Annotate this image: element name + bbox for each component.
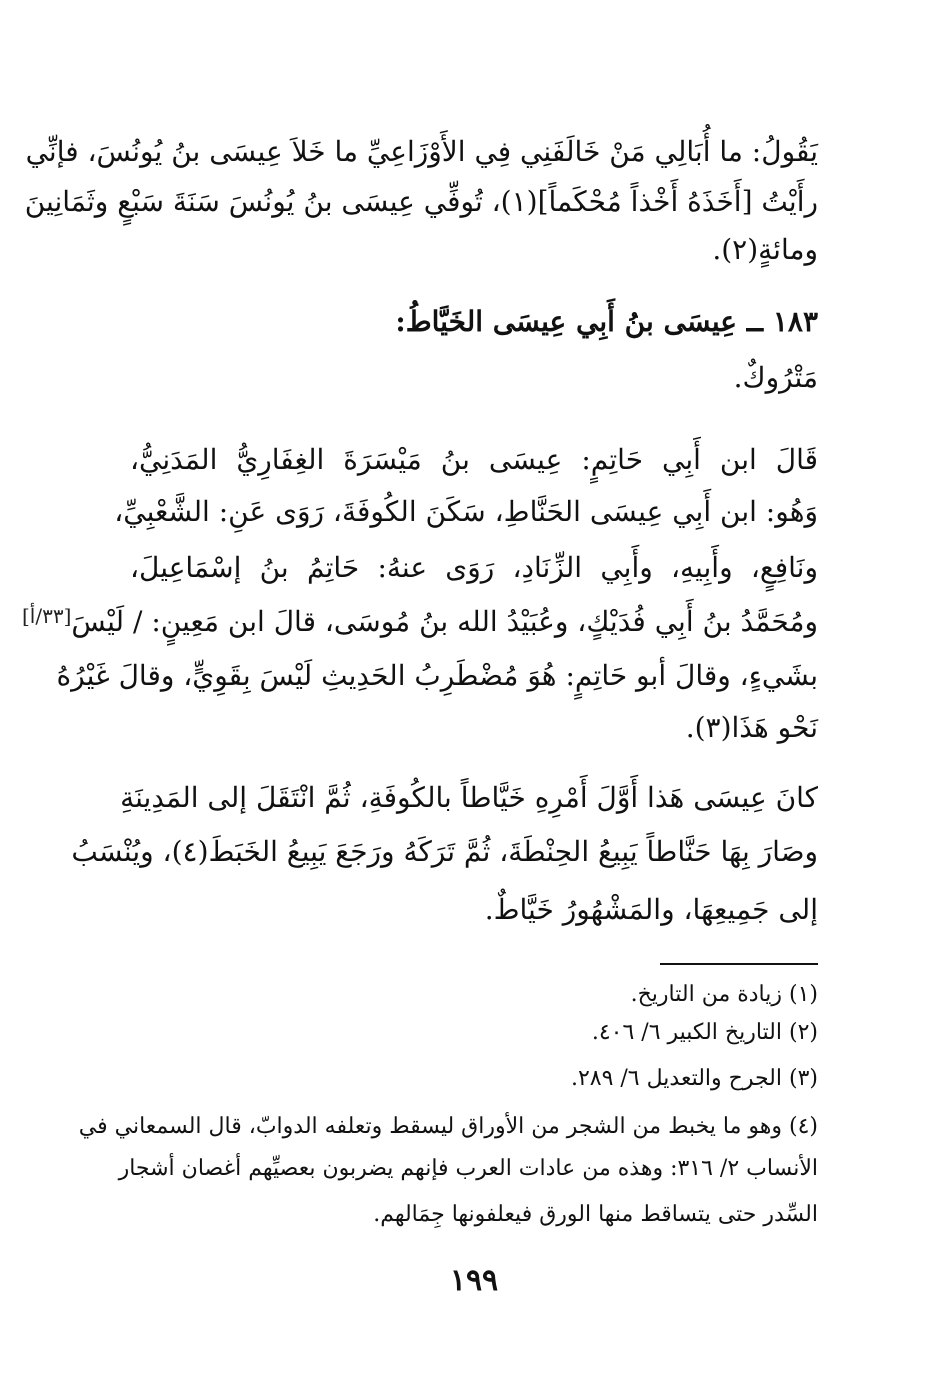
footnote-line: (٣) الجرح والتعديل ٦/ ٢٨٩. [570, 1066, 818, 1091]
footnote-line: (١) زيادة من التاريخ. [630, 982, 818, 1007]
footnote-line: (٢) التاريخ الكبير ٦/ ٤٠٦. [591, 1020, 818, 1045]
manuscript-folio-marker: [٣٣/أ] [22, 604, 72, 628]
body-line: كانَ عِيسَى هَذا أَوَّلَ أَمْرِهِ خَيَّاطاً بالكُوفَةِ، ثُمَّ انْتَقَلَ إلى المَدِينَةِ [120, 781, 818, 814]
footnote-line: السِّدر حتى يتساقط منها الورق فيعلفونها جِمَالهم. [373, 1202, 818, 1227]
body-line: يَقُولُ: ما أُبَالِي مَنْ خَالَفَنِي فِي الأَوْزَاعِيِّ ما خَلاَ عِيسَى بنُ يُونُسَ، فإنِّي [25, 135, 818, 168]
page-number: ١٩٩ [449, 1263, 499, 1298]
body-line: وَهُو: ابن أَبِي عِيسَى الحَنَّاطِ، سَكَنَ الكُوفَةَ، رَوَى عَنِ: الشَّعْبِيِّ، [114, 495, 818, 528]
footnote-line: الأنساب ٢/ ٣١٦: وهذه من عادات العرب فإنهم يضربون بعصيِّهم أغصان أشجار [118, 1156, 818, 1181]
body-line: ومُحَمَّدُ بنُ أَبِي فُدَيْكٍ، وعُبَيْدُ الله بنُ مُوسَى، قالَ ابن مَعِينٍ: / لَيْسَ [71, 605, 818, 638]
body-line: نَحْو هَذَا(٣). [685, 711, 818, 744]
body-line: بشَيءٍ، وقالَ أبو حَاتِمٍ: هُوَ مُضْطَرِبُ الحَدِيثِ لَيْسَ بِقَوِيٍّ، وقالَ غَيْرُهُ [56, 659, 818, 692]
footnote-separator [660, 963, 818, 965]
entry-verdict: مَتْرُوكٌ. [733, 361, 818, 394]
body-line: وصَارَ بِهَا حَنَّاطاً يَبِيعُ الحِنْطَةَ، ثُمَّ تَرَكَهُ ورَجَعَ يَبِيعُ الخَبَطَ(٤)، ويُنْسَبُ [71, 835, 818, 868]
footnote-line: (٤) وهو ما يخبط من الشجر من الأوراق ليسقط وتعلفه الدوابّ، قال السمعاني في [78, 1114, 818, 1139]
body-line: إلى جَمِيعِهَا، والمَشْهُورُ خَيَّاطٌ. [484, 893, 818, 926]
body-line: ومائةٍ(٢). [712, 233, 818, 266]
body-line: ونَافِعٍ، وأَبِيهِ، وأَبِي الزِّنَادِ، رَوَى عنهُ: حَاتِمُ بنُ إسْمَاعِيلَ، [130, 551, 818, 584]
entry-heading: ١٨٣ ــ عِيسَى بنُ أَبِي عِيسَى الخَيَّاطُ: [395, 305, 818, 338]
body-line: قَالَ ابن أَبِي حَاتِمٍ: عِيسَى بنُ مَيْسَرَةَ الغِفَارِيُّ المَدَنِيُّ، [130, 443, 818, 476]
body-line: رأَيْتُ [أَخَذَهُ أَخْذاً مُحْكَماً](١)، تُوفِّي عِيسَى بنُ يُونُسَ سَنَةَ سَبْعٍ وثَمَانِينَ [24, 185, 818, 218]
